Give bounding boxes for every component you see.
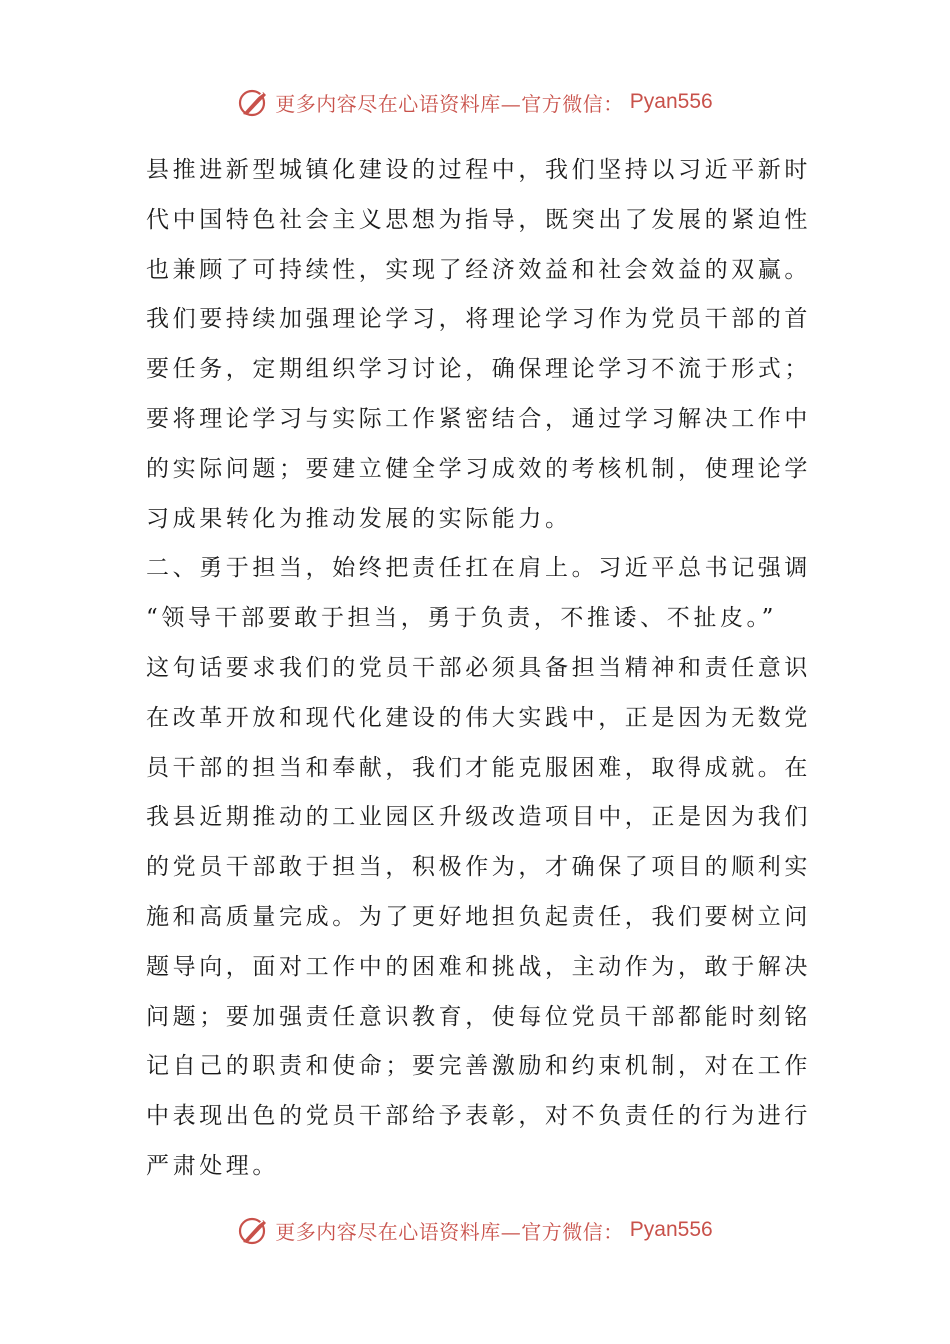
header-banner-id: Pyan556 <box>629 90 713 113</box>
body-line: 施和高质量完成。为了更好地担负起责任，我们要树立问 <box>146 903 811 930</box>
body-line: 在改革开放和现代化建设的伟大实践中，正是因为无数党 <box>146 704 811 731</box>
body-line: 我们要持续加强理论学习，将理论学习作为党员干部的首 <box>146 306 811 333</box>
body-line: 习成果转化为推动发展的实际能力。 <box>146 505 572 532</box>
header-banner <box>0 82 950 122</box>
quill-logo-icon <box>237 86 269 118</box>
document-body <box>146 146 816 1192</box>
quill-logo-icon <box>237 1214 269 1246</box>
section-heading-line: 二、勇于担当，始终把责任扛在肩上。习近平总书记强调 <box>146 555 811 582</box>
body-line: 我县近期推动的工业园区升级改造项目中，正是因为我们 <box>146 804 811 831</box>
footer-banner <box>0 1210 950 1250</box>
header-banner-text: 更多内容尽在心语资料库—官方微信： <box>275 91 624 116</box>
body-line: “领导干部要敢于担当，勇于负责，不推诿、不扯皮。” <box>146 605 778 632</box>
body-line: 代中国特色社会主义思想为指导，既突出了发展的紧迫性 <box>146 206 811 233</box>
body-line: 严肃处理。 <box>146 1152 279 1179</box>
body-line: 记自己的职责和使命；要完善激励和约束机制，对在工作 <box>146 1053 811 1080</box>
body-line: 题导向，面对工作中的困难和挑战，主动作为，敢于解决 <box>146 953 811 980</box>
body-line: 要任务，定期组织学习讨论，确保理论学习不流于形式； <box>146 356 811 383</box>
body-line: 问题；要加强责任意识教育，使每位党员干部都能时刻铭 <box>146 1003 811 1030</box>
body-line: 的实际问题；要建立健全学习成效的考核机制，使理论学 <box>146 455 811 482</box>
body-line: 的党员干部敢于担当，积极作为，才确保了项目的顺利实 <box>146 854 811 881</box>
body-line: 要将理论学习与实际工作紧密结合，通过学习解决工作中 <box>146 405 811 432</box>
body-line: 这句话要求我们的党员干部必须具备担当精神和责任意识 <box>146 654 811 681</box>
footer-banner-id: Pyan556 <box>629 1218 713 1241</box>
footer-banner-text: 更多内容尽在心语资料库—官方微信： <box>275 1219 624 1244</box>
body-line: 也兼顾了可持续性，实现了经济效益和社会效益的双赢。 <box>146 256 811 283</box>
body-line: 中表现出色的党员干部给予表彰，对不负责任的行为进行 <box>146 1103 811 1130</box>
body-line: 员干部的担当和奉献，我们才能克服困难，取得成就。在 <box>146 754 811 781</box>
body-line: 县推进新型城镇化建设的过程中，我们坚持以习近平新时 <box>146 157 811 183</box>
